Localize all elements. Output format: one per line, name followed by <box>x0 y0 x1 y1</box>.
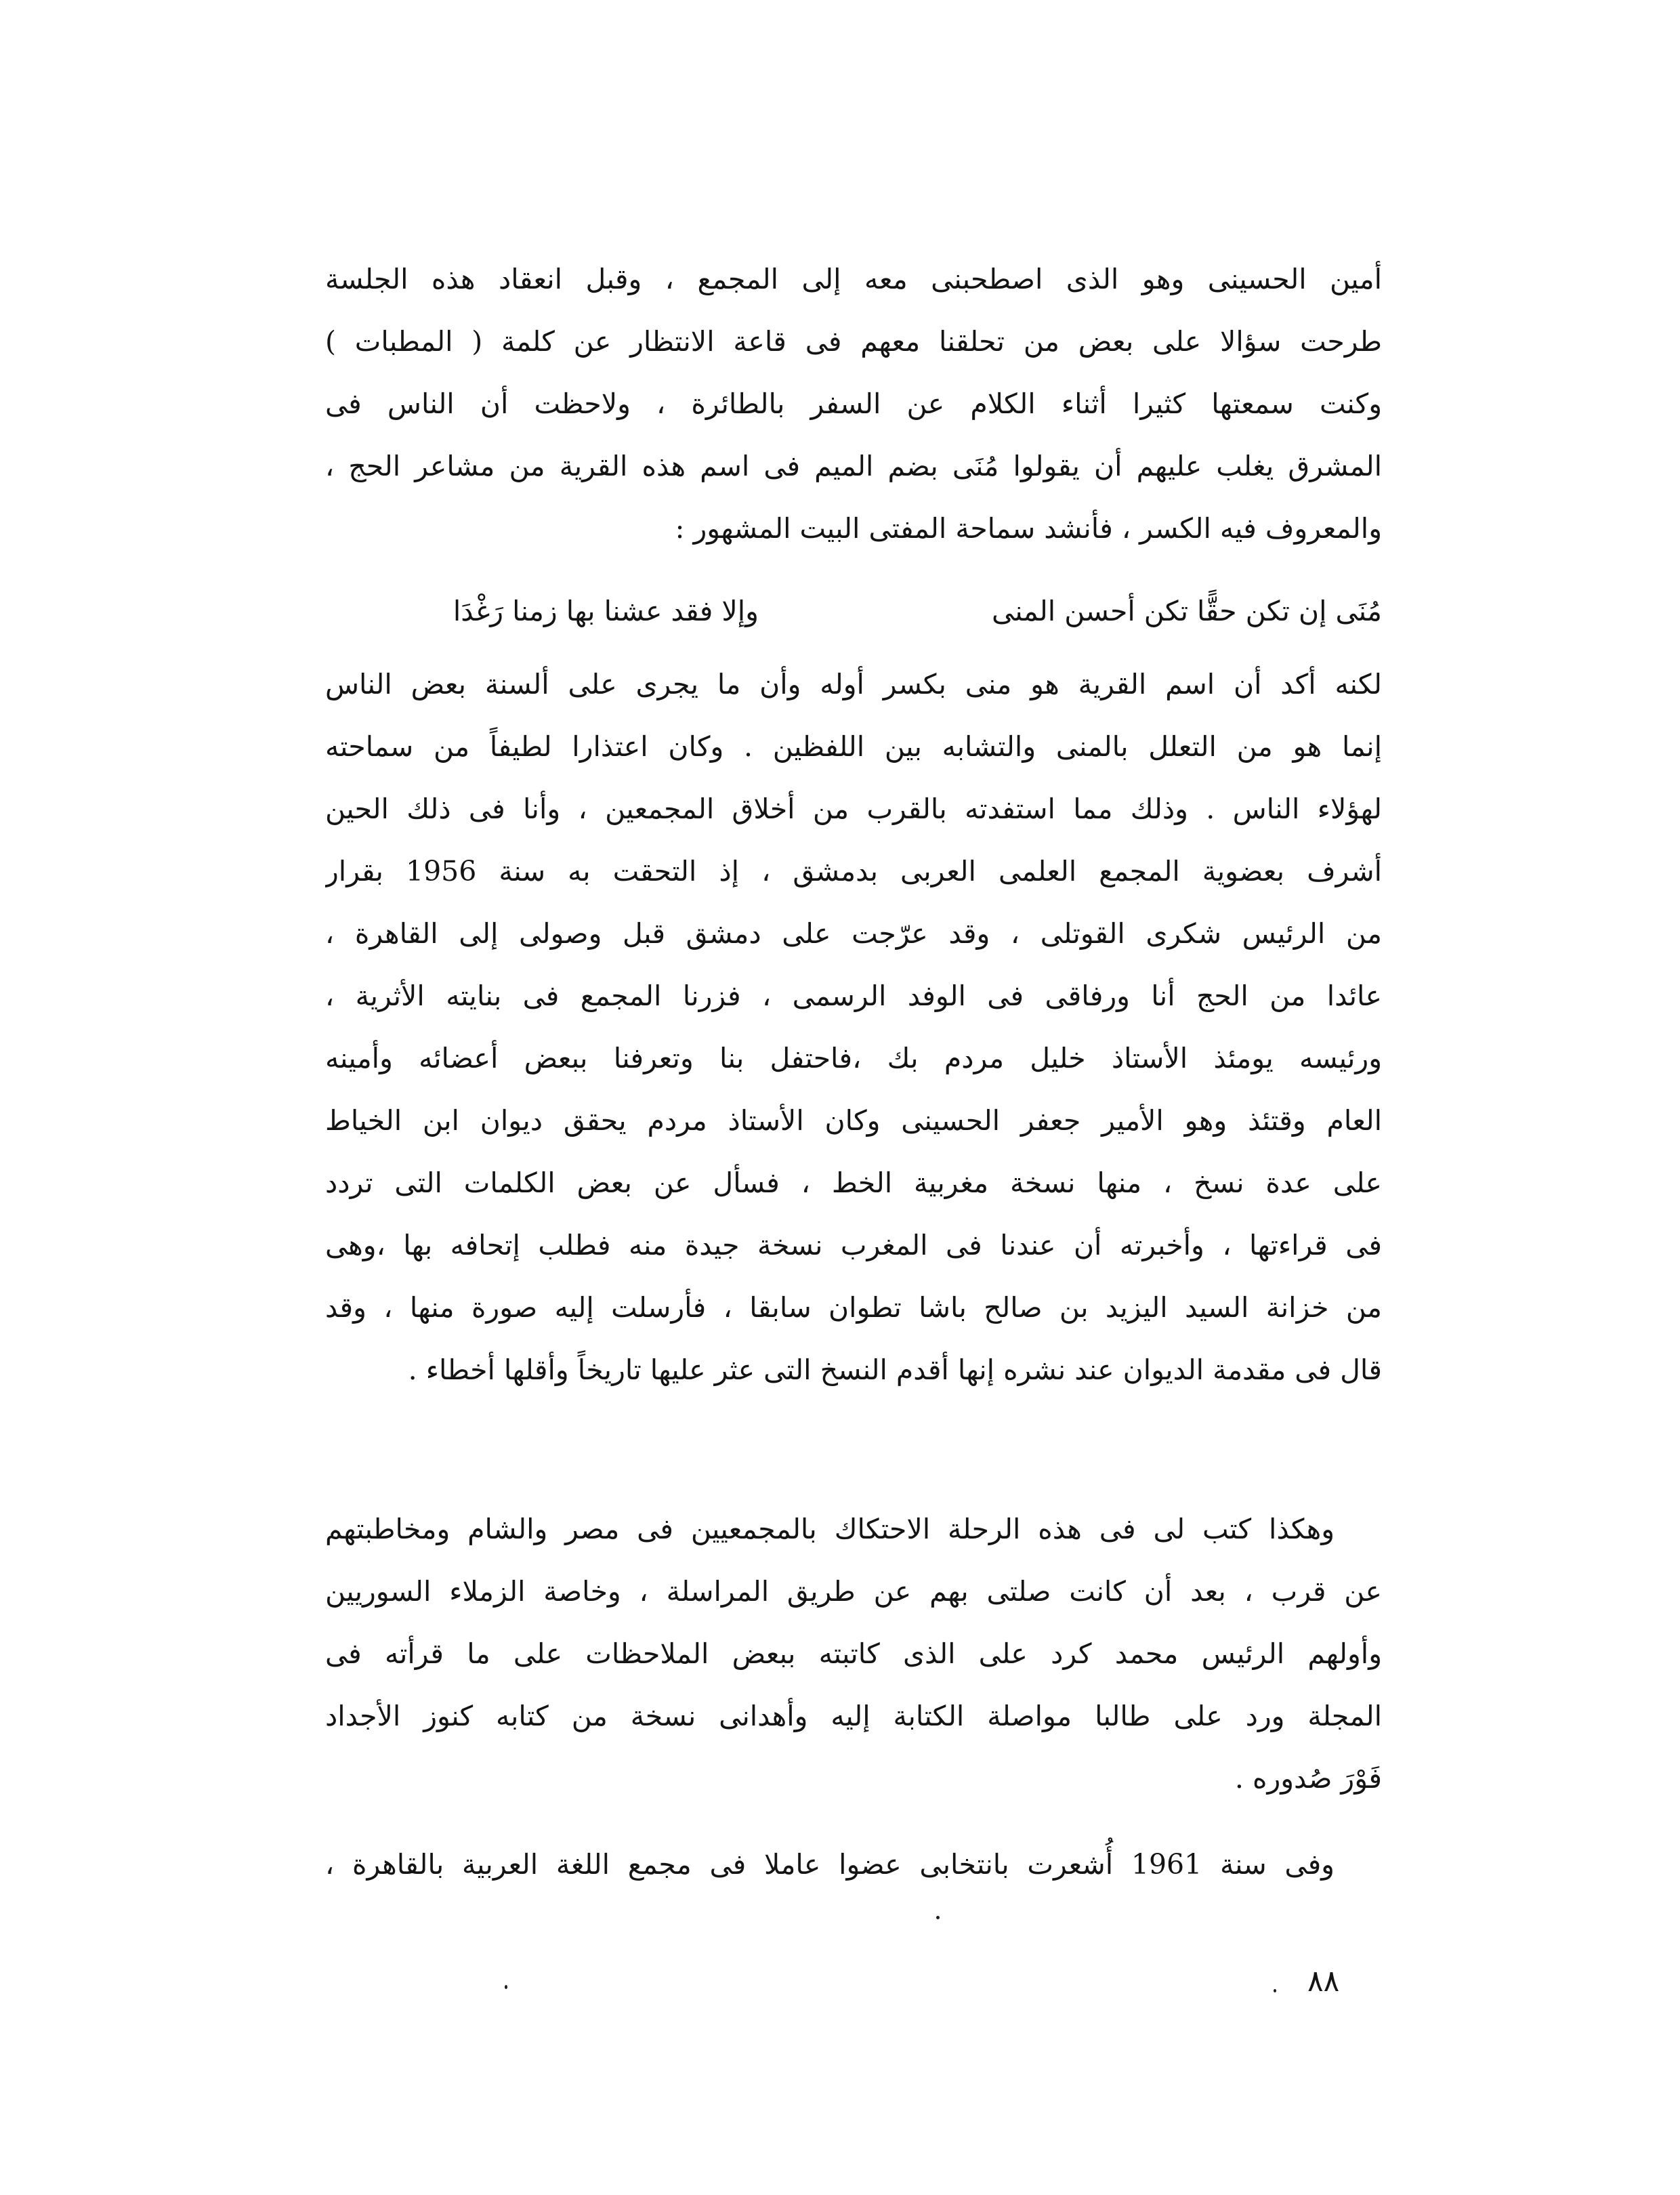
poetry-verse <box>325 583 1382 640</box>
verse-second-hemistich: وإلا فقد عشنا بها زمنا رَغْدَا <box>453 595 759 627</box>
text-line: لكنه أكد أن اسم القرية هو منى بكسر أوله وأن ما يجرى على ألسنة بعض الناس <box>325 668 1382 701</box>
text-line: والمعروف فيه الكسر ، فأنشد سماحة المفتى البيت المشهور : <box>675 512 1382 545</box>
text-line: فَوْرَ صُدوره . <box>1234 1762 1382 1795</box>
text-line: إنما هو من التعلل بالمنى والتشابه بين اللفظين . وكان اعتذارا لطيفاً من سماحته <box>325 730 1382 763</box>
paragraph-election <box>325 1836 1382 1897</box>
page-number: ٨٨ <box>1307 1964 1340 1999</box>
text-line: عن قرب ، بعد أن كانت صلتى بهم عن طريق المراسلة ، وخاصة الزملاء السوريين <box>325 1575 1382 1608</box>
text-line: عائدا من الحج أنا ورفاقى فى الوفد الرسمى ، فزرنا المجمع فى بنايته الأثرية ، <box>325 980 1382 1012</box>
text-line: قال فى مقدمة الديوان عند نشره إنها أقدم النسخ التى عثر عليها تاريخاً وأقلها أخطاء . <box>408 1354 1382 1386</box>
scan-speck <box>505 1985 507 1989</box>
paragraph-intro <box>325 251 1382 569</box>
text-line: وفى سنة 1961 أُشعرت بانتخابى عضوا عاملا فى مجمع اللغة العربية بالقاهرة ، <box>325 1848 1335 1881</box>
text-line: ورئيسه يومئذ الأستاذ خليل مردم بك ،فاحتفل بنا وتعرفنا ببعض أعضائه وأمينه <box>325 1042 1382 1074</box>
text-line: من خزانة السيد اليزيد بن صالح باشا تطوان سابقا ، فأرسلت إليه صورة منها ، وقد <box>325 1291 1382 1324</box>
text-line: لهؤلاء الناس . وذلك مما استفدته بالقرب من أخلاق المجمعين ، وأنا فى ذلك الحين <box>325 793 1382 825</box>
text-line: فى قراءتها ، وأخبرته أن عندنا فى المغرب نسخة جيدة منه فطلب إتحافه بها ،وهى <box>325 1229 1382 1261</box>
text-line: من الرئيس شكرى القوتلى ، وقد عرّجت على دمشق قبل وصولى إلى القاهرة ، <box>325 917 1382 950</box>
text-line: وأولهم الرئيس محمد كرد على الذى كاتبته ببعض الملاحظات على ما قرأته فى <box>325 1637 1382 1670</box>
text-line: العام وقتئذ وهو الأمير جعفر الحسينى وكان الأستاذ مردم يحقق ديوان ابن الخياط <box>325 1104 1382 1137</box>
text-line: على عدة نسخ ، منها نسخة مغربية الخط ، فسأل عن بعض الكلمات التى تردد <box>325 1167 1382 1199</box>
text-line: وهكذا كتب لى فى هذه الرحلة الاحتكاك بالمجمعيين فى مصر والشام ومخاطبتهم <box>325 1513 1335 1545</box>
text-line: أمين الحسينى وهو الذى اصطحبنى معه إلى المجمع ، وقبل انعقاد هذه الجلسة <box>325 263 1382 295</box>
paragraph-contacts <box>325 1501 1382 1812</box>
text-line: المشرق يغلب عليهم أن يقولوا مُنَى بضم الميم فى اسم هذه القرية من مشاعر الحج ، <box>325 450 1382 482</box>
text-line: طرحت سؤالا على بعض من تحلقنا معهم فى قاعة الانتظار عن كلمة ( المطبات ) <box>325 325 1382 358</box>
text-line: وكنت سمعتها كثيرا أثناء الكلام عن السفر بالطائرة ، ولاحظت أن الناس فى <box>325 388 1382 420</box>
paragraph-academy <box>325 656 1382 1401</box>
scan-speck <box>1274 1989 1276 1992</box>
text-line: المجلة ورد على طالبا مواصلة الكتابة إليه وأهدانى نسخة من كتابه كنوز الأجداد <box>325 1700 1382 1732</box>
verse-first-hemistich: مُنَى إن تكن حقًّا تكن أحسن المنى <box>992 595 1382 627</box>
text-line: أشرف بعضوية المجمع العلمى العربى بدمشق ، إذ التحقت به سنة 1956 بقرار <box>325 855 1382 887</box>
scan-speck <box>936 1916 940 1919</box>
